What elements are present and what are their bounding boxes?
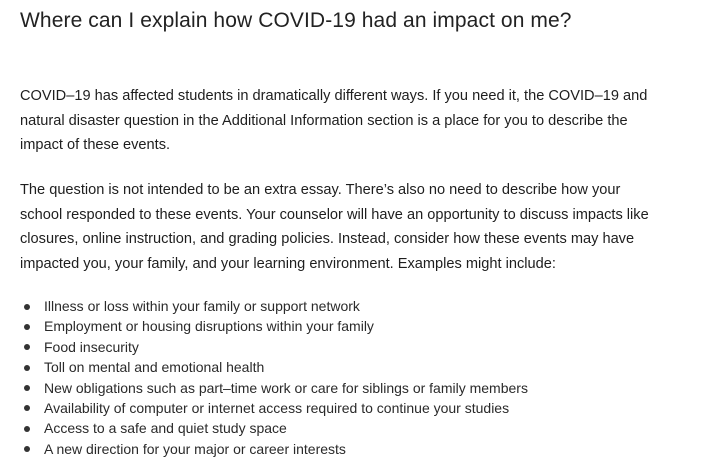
list-item <box>0 357 528 377</box>
guidance-line: school responded to these events. Your counselor will have an opportunity to discuss impacts like <box>20 206 649 223</box>
guidance-paragraph <box>20 178 710 276</box>
list-item-text: Availability of computer or internet access required to continue your studies <box>44 399 510 416</box>
examples-list <box>0 296 528 459</box>
intro-line: COVID–19 has affected students in dramatically different ways. If you need it, the COVID–19 and <box>20 88 648 104</box>
bullet-dot-icon <box>24 405 30 411</box>
list-item-text: New obligations such as part–time work or care for siblings or family members <box>44 379 528 396</box>
bullet-dot-icon <box>24 344 30 350</box>
list-item-text: Employment or housing disruptions within your family <box>44 318 374 335</box>
bullet-dot-icon <box>24 426 30 432</box>
guidance-line: closures, online instruction, and grading policies. Instead, consider how these events may have <box>20 231 635 247</box>
intro-line: natural disaster question in the Additional Information section is a place for you to describe the <box>20 112 628 129</box>
list-item-text: Food insecurity <box>44 338 139 355</box>
list-item-text: Toll on mental and emotional health <box>44 359 265 376</box>
list-item <box>0 439 528 459</box>
bullet-dot-icon <box>24 385 30 391</box>
list-item <box>0 398 528 418</box>
intro-paragraph <box>20 84 710 158</box>
intro-line: impact of these events. <box>20 137 171 153</box>
list-item <box>0 296 528 316</box>
list-item <box>0 316 528 336</box>
list-item <box>0 337 528 357</box>
list-item <box>0 378 528 398</box>
bullet-dot-icon <box>24 324 30 330</box>
guidance-line: The question is not intended to be an extra essay. There’s also no need to describe how your <box>20 182 621 198</box>
bullet-dot-icon <box>24 446 30 452</box>
guidance-line: impacted you, your family, and your learning environment. Examples might include: <box>20 255 556 272</box>
bullet-dot-icon <box>24 304 30 310</box>
list-item-text: Illness or loss within your family or support network <box>44 298 360 314</box>
bullet-dot-icon <box>24 365 30 371</box>
list-item <box>0 418 528 438</box>
list-item-text: A new direction for your major or career interests <box>44 440 346 457</box>
page-heading: Where can I explain how COVID-19 had an impact on me? <box>20 9 572 32</box>
list-item-text: Access to a safe and quiet study space <box>44 420 287 437</box>
